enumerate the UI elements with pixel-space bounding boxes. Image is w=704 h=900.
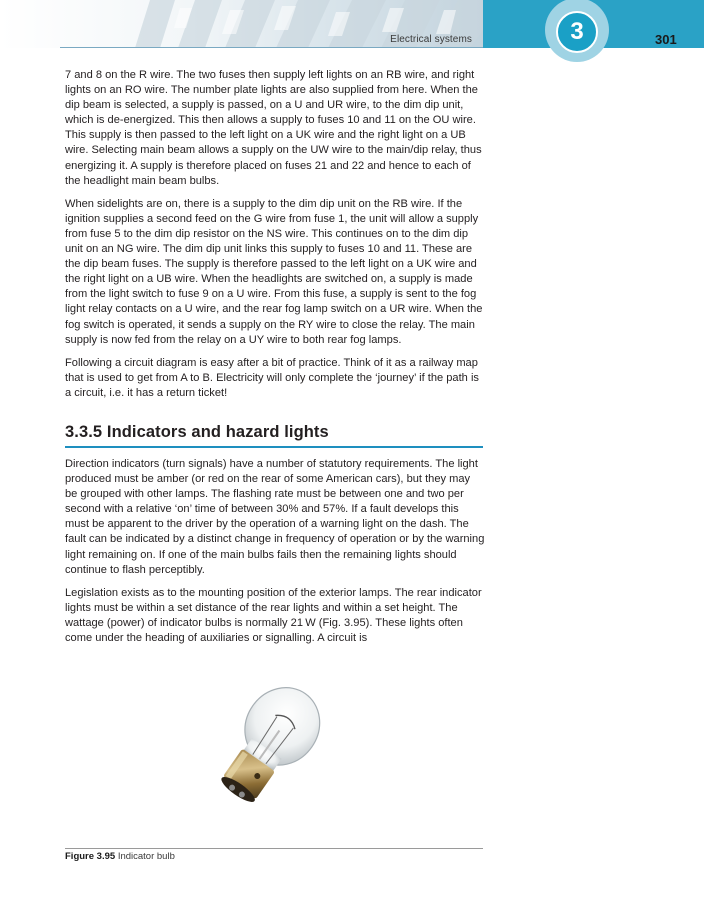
heading-rule bbox=[65, 446, 483, 448]
paragraph: When sidelights are on, there is a supply to the dim dip unit on the RB wire. If the ignition supplies a second feed on the G wire from fuse 1, the unit will allow a supply from fuse 5 to the dim dip resistor on the NS wire. This continues on to the dim dip unit on an NG wire. The dim dip unit links this supply to fuses 10 and 11. These are the dip beam fuses. The supply is therefore passed to the left light on a UK wire and the right light on a UB wire. When the headlights are switched on, a supply is made from the light switch to fuse 9 on a U wire. From this fuse, a supply is sent to the fog light relay contacts on a U wire, and the rear fog lamp switch on a UR wire. When the fog switch is operated, it sends a supply on the RY wire to close the relay. The main supply is now fed from the relay on a UY wire to both rear fog lamps. bbox=[65, 197, 483, 346]
header-rule bbox=[60, 47, 483, 48]
running-head: Electrical systems bbox=[390, 34, 472, 45]
paragraph: Direction indicators (turn signals) have a number of statutory requirements. The light produced must be amber (or red on the rear of some American cars), but they may be grouped with other lamps. The flashing rate must be between one and two per second with a relative ‘on’ time of between 30% and 57%. If a fault develops this must be apparent to the driver by the operation of a warning light on the dash. The fault can be indicated by a distinct change in frequency of operation or by the warning light remaining on. If one of the main bulbs fails then the remaining lights should continue to flash perceptibly. bbox=[65, 457, 485, 576]
paragraph: 7 and 8 on the R wire. The two fuses then supply left lights on an RB wire, and right lights on an RO wire. The number plate lights are also supplied from here. When the dip beam is selected, a supply is passed, on a U and UR wire, to the dim dip unit, which is de-energized. This then allows a supply to fuses 10 and 11 on the OU wire. This supply is then passed to the left light on a UK wire and the right light on a UB wire. Selecting main beam allows a supply on the UW wire to the main/dip relay, thus energizing it. A supply is therefore placed on fuses 21 and 22 and hence to each of the headlight main beam bulbs. bbox=[65, 69, 482, 187]
paragraph: Legislation exists as to the mounting position of the exterior lamps. The rear indicator lights must be within a set distance of the rear lights and within a set height. The wattage (power) of indicator bulbs is normally 21 W (Fig. 3.95). These lights often come under the heading of auxiliaries or signalling. A circuit is bbox=[65, 586, 482, 644]
paragraph: Following a circuit diagram is easy after a bit of practice. Think of it as a railway map that is used to get from A to B. Electricity will only complete the ‘journey’ if the path is a circuit, i.e. it has a return ticket! bbox=[65, 356, 479, 399]
caption-rule bbox=[65, 848, 483, 849]
chapter-badge: 3 bbox=[556, 11, 598, 53]
figure-caption-text: Indicator bulb bbox=[117, 851, 175, 862]
indicator-bulb-photo bbox=[190, 675, 330, 810]
figure-caption bbox=[65, 851, 175, 862]
main-text bbox=[65, 68, 485, 654]
indicator-bulb-figure bbox=[190, 675, 330, 810]
section-heading: 3.3.5 Indicators and hazard lights bbox=[65, 422, 329, 441]
page-number: 301 bbox=[655, 32, 677, 47]
figure-label: Figure 3.95 bbox=[65, 851, 116, 862]
